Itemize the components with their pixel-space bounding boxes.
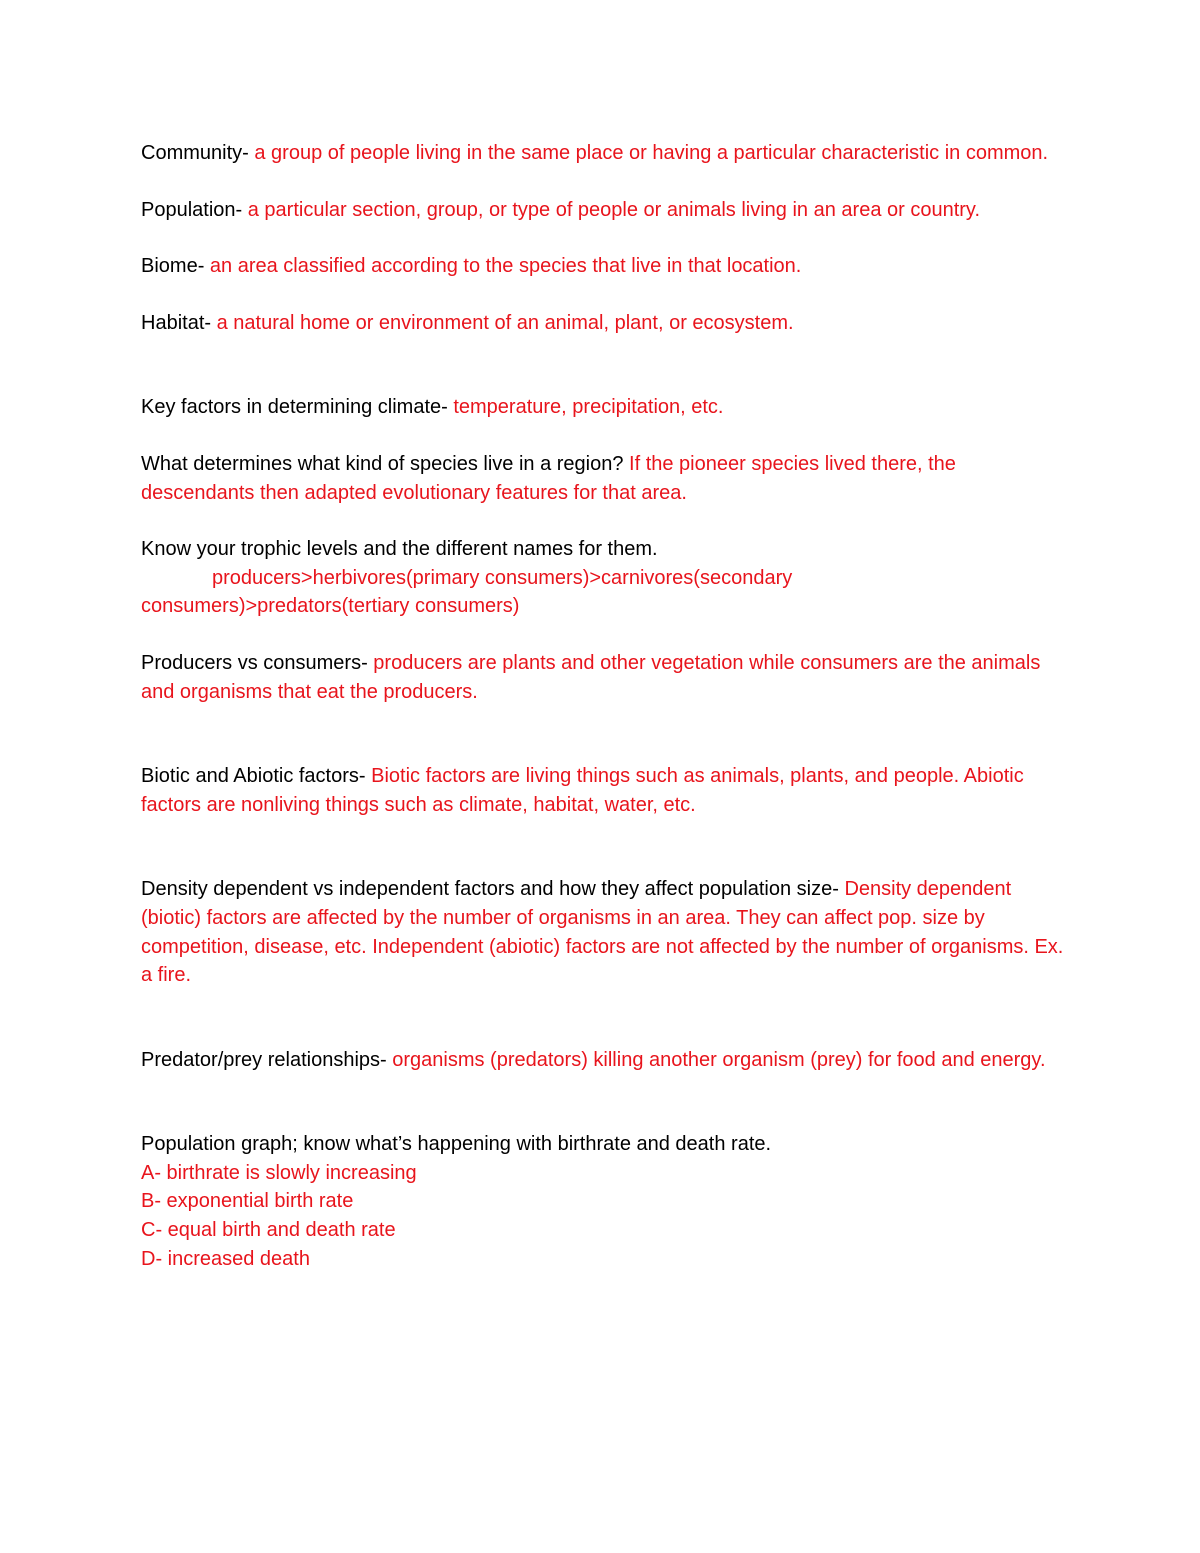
biome-definition: an area classified according to the species that live in that location. [209,255,802,278]
habitat-definition: a natural home or environment of an animal, plant, or ecosystem. [216,311,794,334]
document-body [141,139,1066,1273]
graph-answer-d: D- increased death [141,1247,310,1270]
producers-item [141,649,1066,706]
trophic-answer-line-1: producers>herbivores(primary consumers)>carnivores(secondary [212,566,793,589]
predator-question: Predator/prey relationships- [141,1048,393,1071]
biotic-question: Biotic and Abiotic factors- [141,765,372,788]
trophic-question: Know your trophic levels and the different names for them. [141,538,658,561]
biotic-item [141,762,1066,819]
biome-item [141,252,1066,281]
predator-item [141,1046,1066,1075]
species-question: What determines what kind of species live in a region? [141,452,630,475]
community-term: Community- [141,142,255,164]
trophic-answer-line-2: consumers)>predators(tertiary consumers) [141,595,520,618]
density-answer: Density dependent (biotic) factors are affected by the number of organisms in an area. They can affect pop. size by competition, disease, etc. Independent (abiotic) factors are not affected by the number of organisms. Ex. a fire. [141,878,1064,987]
species-item [141,450,1066,507]
species-answer: If the pioneer species lived there, the descendants then adapted evolutionary features for that area. [141,452,956,504]
graph-answer-c: C- equal birth and death rate [141,1219,396,1242]
climate-item [141,393,1066,422]
predator-answer: organisms (predators) killing another organism (prey) for food and energy. [392,1048,1046,1071]
climate-question: Key factors in determining climate- [141,396,454,419]
density-question: Density dependent vs independent factors and how they affect population size- [141,878,845,901]
community-definition: a group of people living in the same place or having a particular characteristic in common. [254,142,1049,164]
producers-answer: producers are plants and other vegetation while consumers are the animals and organisms that eat the producers. [141,651,1041,703]
biotic-answer: Biotic factors are living things such as animals, plants, and people. Abiotic factors are nonliving things such as climate, habitat, water, etc. [141,765,1024,816]
producers-question: Producers vs consumers- [141,651,374,674]
habitat-term: Habitat- [141,311,217,334]
population-definition: a particular section, group, or type of people or animals living in an area or country. [247,198,980,221]
biome-term: Biome- [141,255,210,278]
habitat-item [141,309,1066,338]
density-item [141,875,1066,989]
graph-answer-b: B- exponential birth rate [141,1190,354,1213]
graph-answer-a: A- birthrate is slowly increasing [141,1161,417,1184]
population-term: Population- [141,198,248,221]
graph-question: Population graph; know what’s happening with birthrate and death rate. [141,1133,772,1156]
community-item [141,139,1066,168]
climate-answer: temperature, precipitation, etc. [453,396,724,419]
population-item [141,196,1066,225]
